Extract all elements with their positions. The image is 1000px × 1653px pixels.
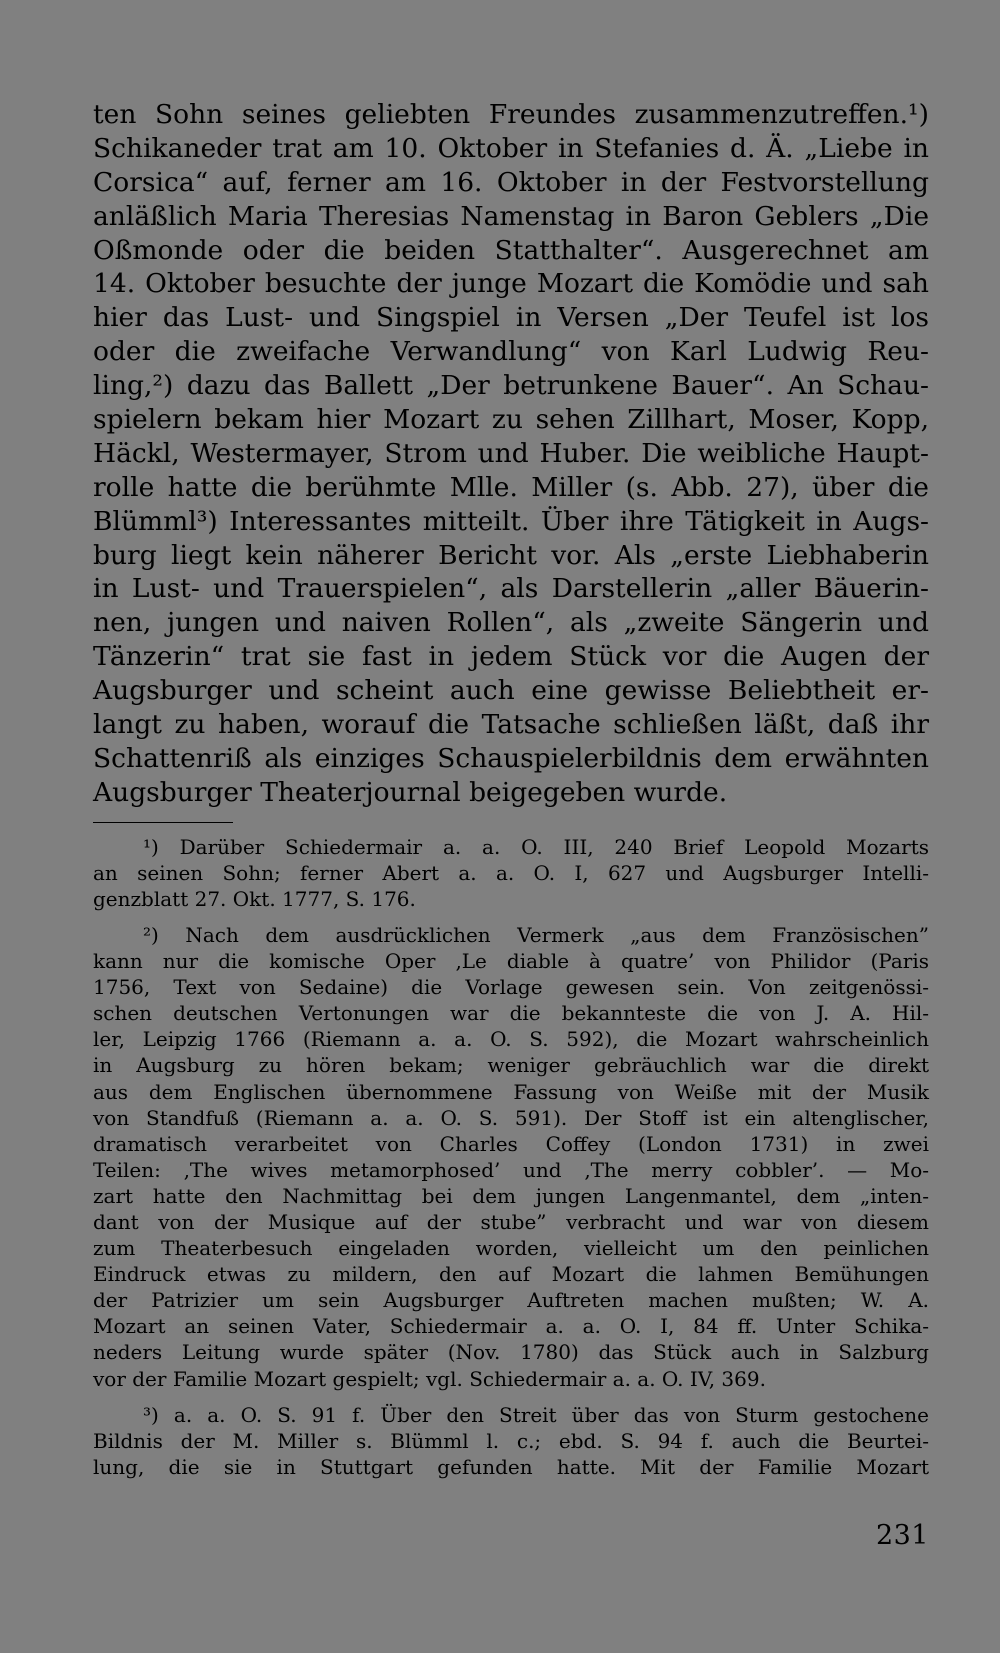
main-text-line: in Lust- und Trauerspielen“, als Darstellerin „aller Bäuerin- <box>93 573 929 605</box>
footnote-line: lung, die sie in Stuttgart gefunden hatte. Mit der Familie Mozart <box>93 1454 929 1479</box>
footnote-line: ¹) Darüber Schiedermair a. a. O. III, 240 Brief Leopold Mozarts <box>143 834 929 859</box>
footnote-line: dramatisch verarbeitet von Charles Coffey (London 1731) in zwei <box>93 1131 929 1156</box>
main-text-line: burg liegt kein näherer Bericht vor. Als „erste Liebhaberin <box>93 539 929 571</box>
footnote-line: zart hatte den Nachmittag bei dem jungen Langenmantel, dem „inten- <box>93 1183 929 1208</box>
main-text-line: Augsburger und scheint auch eine gewisse Beliebtheit er- <box>93 675 929 707</box>
footnote-gap <box>93 912 929 922</box>
footnote-line: 1756, Text von Sedaine) die Vorlage gewesen sein. Von zeitgenössi- <box>93 975 929 1000</box>
footnote-line: Eindruck etwas zu mildern, den auf Mozart die lahmen Bemühungen <box>93 1262 929 1287</box>
footnote-gap <box>93 1392 929 1402</box>
footnote-line: in Augsburg zu hören bekam; weniger gebräuchlich war die direkt <box>93 1053 929 1078</box>
main-text-line: Augsburger Theaterjournal beigegeben wurde. <box>93 776 728 808</box>
main-text-line: oder die zweifache Verwandlung“ von Karl Ludwig Reu- <box>93 336 929 368</box>
footnote-3 <box>93 1402 929 1480</box>
footnote-line: aus dem Englischen übernommene Fassung von Weiße mit der Musik <box>93 1079 929 1104</box>
footnote-line: Teilen: ‚The wives metamorphosed’ und ‚The merry cobbler’. — Mo- <box>93 1157 929 1182</box>
footnote-line: genzblatt 27. Okt. 1777, S. 176. <box>93 886 416 911</box>
main-text-line: hier das Lust- und Singspiel in Versen „Der Teufel ist los <box>93 302 929 334</box>
footnote-line: ler, Leipzig 1766 (Riemann a. a. O. S. 592), die Mozart wahrscheinlich <box>93 1027 929 1052</box>
book-page <box>93 98 929 1480</box>
footnote-divider <box>93 822 233 823</box>
main-text-line: Tänzerin“ trat sie fast in jedem Stück vor die Augen der <box>93 641 929 673</box>
footnote-line: vor der Familie Mozart gespielt; vgl. Schiedermair a. a. O. IV, 369. <box>93 1366 766 1391</box>
footnote-line: ²) Nach dem ausdrücklichen Vermerk „aus dem Französischen” <box>143 922 929 947</box>
footnote-line: schen deutschen Vertonungen war die bekannteste die von J. A. Hil- <box>93 1001 929 1026</box>
footnote-line: zum Theaterbesuch eingeladen worden, vielleicht um den peinlichen <box>93 1236 929 1261</box>
main-text-line: ten Sohn seines geliebten Freundes zusammenzutreffen.¹) <box>93 99 929 130</box>
main-text-line: Oßmonde oder die beiden Statthalter“. Ausgerechnet am <box>93 234 929 266</box>
main-text-line: Schattenriß als einziges Schauspielerbildnis dem erwähnten <box>93 742 929 774</box>
footnotes <box>93 834 929 1480</box>
footnote-line: der Patrizier um sein Augsburger Auftreten machen mußten; W. A. <box>93 1288 929 1313</box>
page-number: 231 <box>875 1520 929 1551</box>
footnote-line: neders Leitung wurde später (Nov. 1780) das Stück auch in Salzburg <box>93 1340 929 1365</box>
footnote-line: Bildnis der M. Miller s. Blümml l. c.; ebd. S. 94 f. auch die Beurtei- <box>93 1428 929 1453</box>
main-text-line: Schikaneder trat am 10. Oktober in Stefanies d. Ä. „Liebe in <box>93 132 929 164</box>
main-text-line: ling,²) dazu das Ballett „Der betrunkene Bauer“. An Schau- <box>93 370 929 402</box>
main-text-line: nen, jungen und naiven Rollen“, als „zweite Sängerin und <box>93 607 929 639</box>
main-text-line: anläßlich Maria Theresias Namenstag in Baron Geblers „Die <box>93 200 929 232</box>
main-text-line: 14. Oktober besuchte der junge Mozart die Komödie und sah <box>93 268 929 300</box>
footnote-line: von Standfuß (Riemann a. a. O. S. 591). Der Stoff ist ein altenglischer, <box>93 1105 929 1130</box>
footnote-line: dant von der Musique auf der stube” verbracht und war von diesem <box>93 1210 929 1235</box>
main-text-line: langt zu haben, worauf die Tatsache schließen läßt, daß ihr <box>93 709 929 741</box>
footnote-line: ³) a. a. O. S. 91 f. Über den Streit über das von Sturm gestochene <box>143 1402 929 1427</box>
footnote-line: an seinen Sohn; ferner Abert a. a. O. I, 627 und Augsburger Intelli- <box>93 860 929 885</box>
footnote-line: Mozart an seinen Vater, Schiedermair a. a. O. I, 84 ff. Unter Schika- <box>93 1314 929 1339</box>
main-text-line: spielern bekam hier Mozart zu sehen Zillhart, Moser, Kopp, <box>93 404 929 436</box>
main-text-line: Blümml³) Interessantes mitteilt. Über ihre Tätigkeit in Augs- <box>93 505 929 537</box>
main-text <box>93 98 929 810</box>
main-text-line: Corsica“ auf, ferner am 16. Oktober in der Festvorstellung <box>93 166 929 198</box>
footnote-1 <box>93 834 929 912</box>
footnote-2 <box>93 922 929 1392</box>
main-text-line: Häckl, Westermayer, Strom und Huber. Die weibliche Haupt- <box>93 437 929 469</box>
main-text-line: rolle hatte die berühmte Mlle. Miller (s. Abb. 27), über die <box>93 471 929 503</box>
footnote-line: kann nur die komische Oper ‚Le diable à quatre’ von Philidor (Paris <box>93 949 929 974</box>
